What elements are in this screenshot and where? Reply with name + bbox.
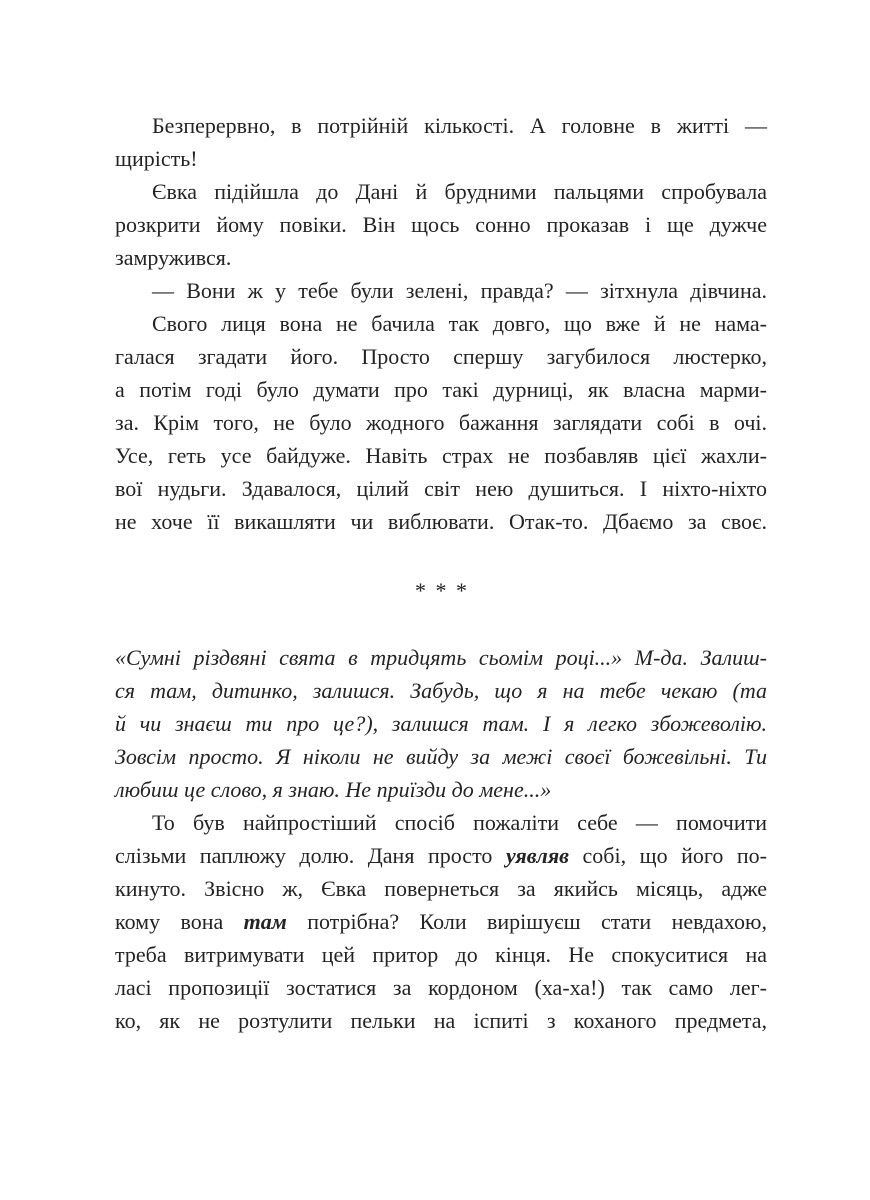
text-line bbox=[115, 307, 767, 340]
text-segment: собі, що його по- bbox=[568, 843, 767, 868]
text-line bbox=[115, 641, 767, 674]
text-line bbox=[115, 839, 767, 872]
text-segment: вої нудьги. Здавалося, цілий світ нею душиться. І ніхто-ніхто bbox=[115, 476, 767, 501]
text-line bbox=[115, 373, 767, 406]
text-line bbox=[115, 938, 767, 971]
text-line bbox=[115, 707, 767, 740]
text-line bbox=[115, 971, 767, 1004]
text-segment: Усе, геть усе байдуже. Навіть страх не позбавляв цієї жахли- bbox=[115, 443, 767, 468]
paragraph bbox=[115, 641, 767, 806]
text-segment: слізьми паплюжу долю. Даня просто bbox=[115, 843, 506, 868]
text-line bbox=[115, 905, 767, 938]
text-segment: ко, як не розтулити пельки на іспиті з коханого предмета, bbox=[115, 1008, 767, 1033]
text-line bbox=[115, 241, 767, 274]
text-segment: галася згадати його. Просто спершу загубилося люстерко, bbox=[115, 344, 767, 369]
paragraph bbox=[115, 175, 767, 274]
emphasis-text: там bbox=[243, 909, 287, 934]
text-segment: й чи знаєш ти про це?), залишся там. І я легко збожеволію. bbox=[115, 711, 767, 736]
paragraph bbox=[115, 109, 767, 175]
text-segment: замружився. bbox=[115, 245, 232, 270]
text-segment: розкрити йому повіки. Він щось сонно проказав і ще дужче bbox=[115, 212, 767, 237]
text-segment: а потім годі було думати про такі дурниці, як власна марми- bbox=[115, 377, 767, 402]
text-segment: То був найпростіший спосіб пожаліти себе — помочити bbox=[152, 810, 767, 835]
text-segment: не хоче її викашляти чи виблювати. Отак-то. Дбаємо за своє. bbox=[115, 509, 767, 534]
text-segment: за. Крім того, не було жодного бажання заглядати собі в очі. bbox=[115, 410, 767, 435]
text-line bbox=[115, 406, 767, 439]
text-line bbox=[115, 472, 767, 505]
paragraph bbox=[115, 806, 767, 1037]
text-segment: кому вона bbox=[115, 909, 244, 934]
text-segment: любиш це слово, я знаю. Не приїзди до мене...» bbox=[115, 777, 552, 802]
text-line bbox=[115, 175, 767, 208]
emphasis-text: уявляв bbox=[505, 843, 569, 868]
text-line bbox=[115, 1004, 767, 1037]
paragraph bbox=[115, 274, 767, 307]
text-line bbox=[115, 208, 767, 241]
text-segment: треба витримувати цей притор до кінця. Не спокуситися на bbox=[115, 942, 767, 967]
text-segment: «Сумні різдвяні свята в тридцять сьомім році...» М-да. Залиш- bbox=[115, 645, 767, 670]
text-line bbox=[115, 740, 767, 773]
text-line bbox=[115, 439, 767, 472]
text-line bbox=[115, 674, 767, 707]
text-segment: — Вони ж у тебе були зелені, правда? — зітхнула дівчина. bbox=[152, 278, 767, 303]
page-text bbox=[115, 109, 767, 1037]
text-line bbox=[115, 274, 767, 307]
text-segment: ся там, дитинко, залишся. Забудь, що я на тебе чекаю (та bbox=[115, 678, 767, 703]
text-line bbox=[115, 340, 767, 373]
text-segment: Зовсім просто. Я ніколи не вийду за межі своєї божевільні. Ти bbox=[115, 744, 767, 769]
text-line bbox=[115, 872, 767, 905]
text-segment: щирість! bbox=[115, 146, 198, 171]
text-segment: Безперервно, в потрійній кількості. А головне в житті — bbox=[152, 113, 767, 138]
text-line bbox=[115, 505, 767, 538]
section-separator: * * * bbox=[415, 578, 467, 603]
text-segment: потрібна? Коли вирішуєш стати невдахою, bbox=[286, 909, 767, 934]
paragraph bbox=[115, 307, 767, 538]
text-line bbox=[115, 142, 767, 175]
text-segment: Свого лиця вона не бачила так довго, що вже й не нама- bbox=[152, 311, 767, 336]
text-line bbox=[115, 109, 767, 142]
text-segment: кинуто. Звісно ж, Євка повернеться за якийсь місяць, адже bbox=[115, 876, 767, 901]
text-segment: Євка підійшла до Дані й брудними пальцями спробувала bbox=[152, 179, 767, 204]
text-line bbox=[115, 806, 767, 839]
text-line bbox=[115, 773, 767, 806]
text-segment: ласі пропозиції зостатися за кордоном (ха-ха!) так само лег- bbox=[115, 975, 767, 1000]
